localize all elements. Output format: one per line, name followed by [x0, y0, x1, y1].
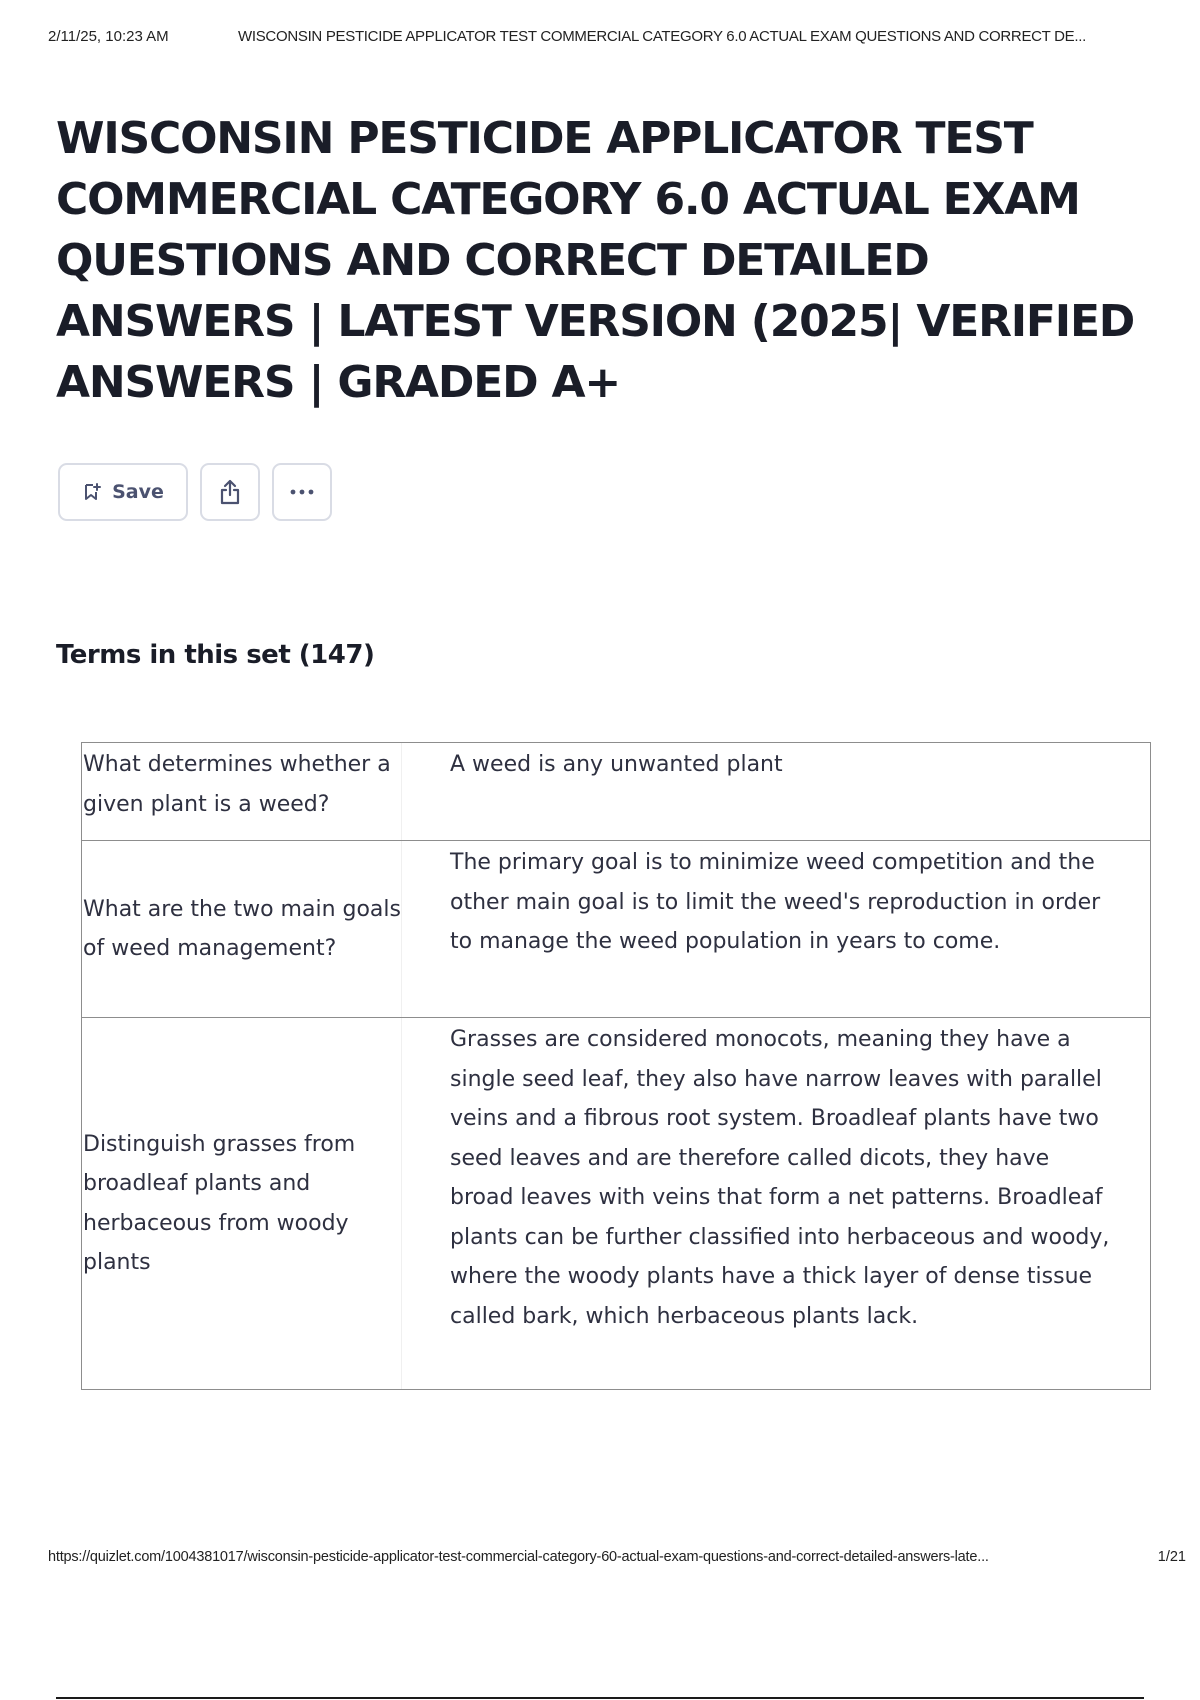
definition-text: A weed is any unwanted plant — [450, 752, 783, 777]
term-row — [82, 1018, 1150, 1389]
term-text: Distinguish grasses from broadleaf plants and herbaceous from woody plants — [82, 1018, 402, 1389]
set-actions — [58, 463, 332, 521]
page-number: 1/21 — [1157, 1549, 1186, 1565]
definition-text: The primary goal is to minimize weed competition and the other main goal is to limit the weed's reproduction in order to manage the weed population in years to come. — [450, 850, 1101, 954]
more-horizontal-icon — [288, 488, 316, 496]
terms-table — [81, 742, 1151, 1390]
term-text: What determines whether a given plant is a weed? — [82, 743, 402, 840]
term-text: What are the two main goals of weed management? — [82, 841, 402, 1017]
more-options-button[interactable] — [272, 463, 332, 521]
terms-count-heading: Terms in this set (147) — [56, 640, 375, 670]
divider — [56, 1697, 1144, 1699]
page-title: WISCONSIN PESTICIDE APPLICATOR TEST COMMERCIAL CATEGORY 6.0 ACTUAL EXAM QUESTIONS AND CORRECT DETAILED ANSWERS | LATEST VERSION (2025| VERIFIED ANSWERS | GRADED A+ — [56, 113, 1135, 408]
print-doc-title: WISCONSIN PESTICIDE APPLICATOR TEST COMMERCIAL CATEGORY 6.0 ACTUAL EXAM QUESTIONS AND CORRECT DE... — [238, 28, 1086, 45]
definition-text: Grasses are considered monocots, meaning they have a single seed leaf, they also have narrow leaves with parallel veins and a fibrous root system. Broadleaf plants have two seed leaves and are therefore called dicots, they have broad leaves with veins that form a net patterns. Broadleaf plants can be further classified into herbaceous and woody, where the woody plants have a thick layer of dense tissue called bark, which herbaceous plants lack. — [450, 1027, 1110, 1329]
term-row — [82, 743, 1150, 841]
print-footer — [48, 1549, 1186, 1565]
term-row — [82, 841, 1150, 1018]
print-datetime: 2/11/25, 10:23 AM — [48, 28, 169, 45]
print-url: https://quizlet.com/1004381017/wisconsin-pesticide-applicator-test-commercial-category-60-actual-exam-questions-and-correct-detailed-answers-late... — [48, 1549, 989, 1565]
bookmark-plus-icon — [82, 482, 102, 502]
save-button[interactable] — [58, 463, 188, 521]
save-button-label: Save — [112, 481, 164, 503]
share-button[interactable] — [200, 463, 260, 521]
share-icon — [217, 478, 243, 506]
